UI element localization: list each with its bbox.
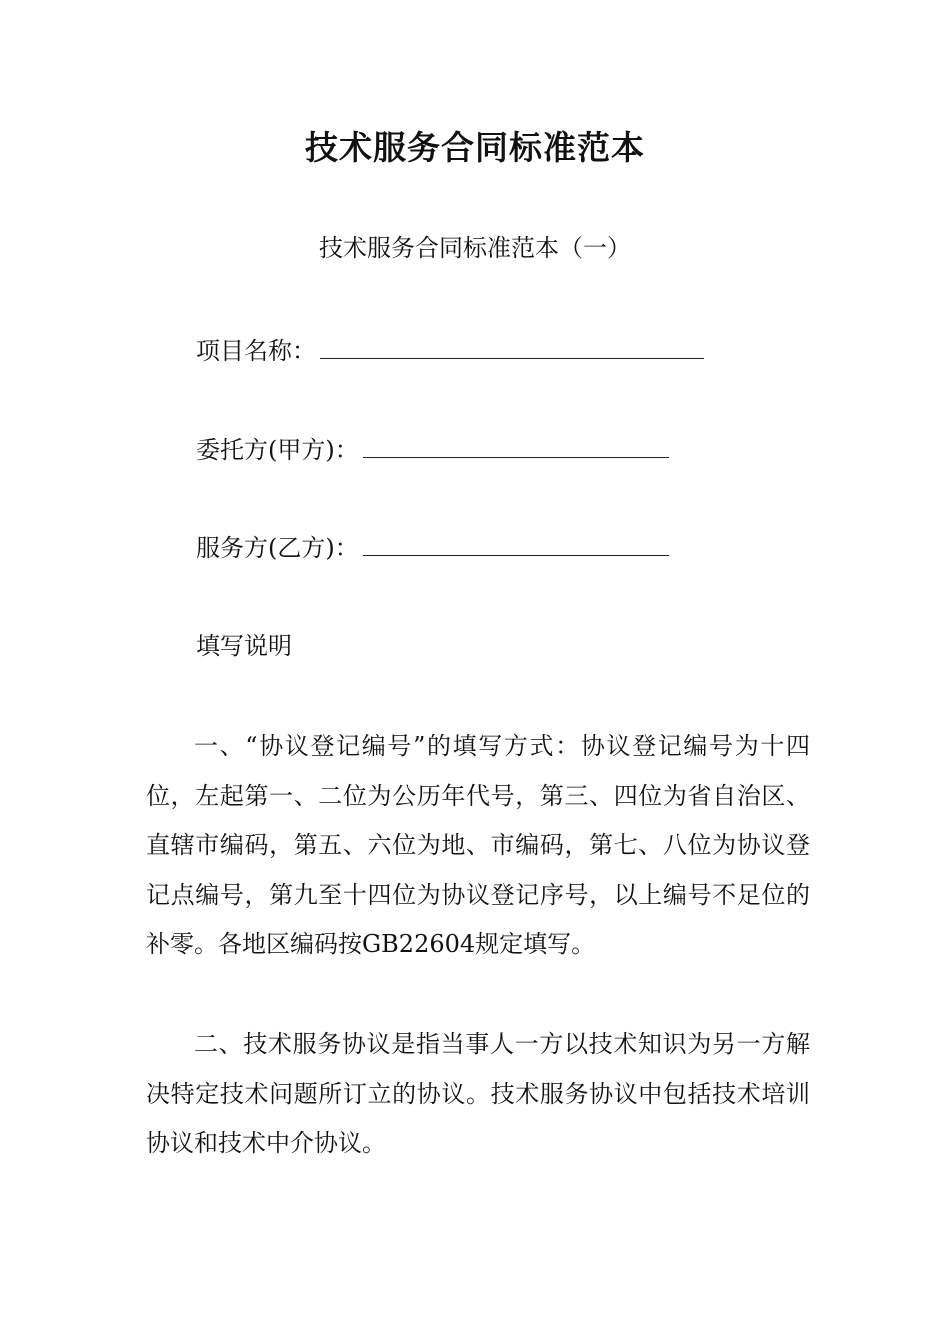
document-title: 技术服务合同标准范本 bbox=[305, 128, 645, 167]
client-party-a-field bbox=[196, 432, 669, 468]
provider-party-b-field bbox=[196, 530, 669, 566]
document-subtitle: 技术服务合同标准范本（一） bbox=[319, 234, 631, 262]
project-name-label: 项目名称： bbox=[196, 337, 316, 365]
client-party-a-blank-line bbox=[363, 439, 669, 458]
client-party-a-label: 委托方(甲方)： bbox=[196, 436, 359, 464]
provider-party-b-blank-line bbox=[363, 537, 669, 556]
instructions-heading: 填写说明 bbox=[196, 632, 292, 660]
provider-party-b-label: 服务方(乙方)： bbox=[196, 534, 359, 562]
instruction-paragraph-2: 二、技术服务协议是指当事人一方以技术知识为另一方解决特定技术问题所订立的协议。技术服务协议中包括技术培训协议和技术中介协议。 bbox=[146, 1030, 810, 1157]
project-name-blank-line bbox=[320, 340, 704, 359]
instruction-paragraph-1: 一、“协议登记编号”的填写方式：协议登记编号为十四位，左起第一、二位为公历年代号，第三、四位为省自治区、直辖市编码，第五、六位为地、市编码，第七、八位为协议登记点编号，第九至十四位为协议登记序号，以上编号不足位的补零。各地区编码按GB22604规定填写。 bbox=[146, 732, 810, 958]
project-name-field bbox=[196, 333, 704, 369]
